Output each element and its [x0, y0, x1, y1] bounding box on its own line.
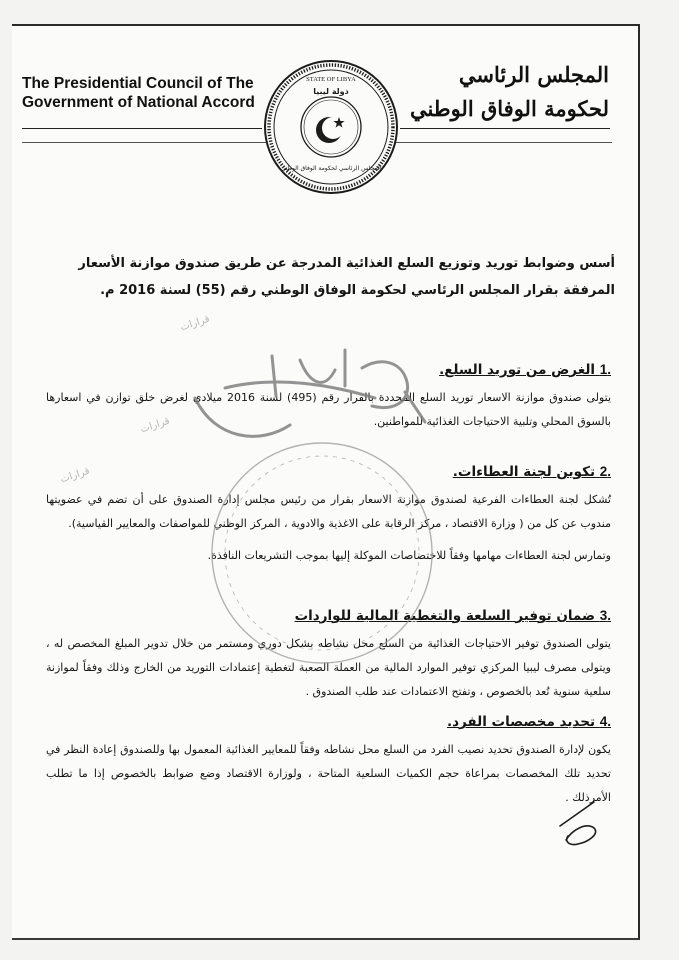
english-title-line1: The Presidential Council of The — [22, 75, 254, 92]
watermark-text-2: قرارات — [139, 415, 172, 436]
section-2-paragraph-1: تُشكل لجنة العطاءات الفرعية لصندوق موازنة الاسعار بقرار من رئيس مجلس إدارة الصندوق على أن تضم في عضويتها مندوب عن كل من ( وزارة الاقتصاد ، مركز الرقابة على الاغذية والادوية ، المركز الوطني للمواصفات والمعايير القياسية). — [46, 493, 611, 530]
section-1-heading: .1 الغرض من توريد السلع. — [439, 362, 611, 378]
seal-text-ring: المجلس الرئاسي لحكومة الوفاق الوطني — [280, 165, 382, 172]
arabic-title-line1: المجلس الرئاسي — [458, 62, 609, 87]
section-2-heading: .2 تكوين لجنة العطاءات. — [452, 464, 611, 480]
section-3-paragraph: يتولى الصندوق توفير الاحتياجات الغذائية من السلع محل نشاطه بشكل دوري ومستمر من خلال تدوير المبلغ المخصص له ، ويتولى مصرف ليبيا المركزي توفير الموارد المالية من العملة الصعبة لتغطية إعتمادات التوريد من الخارج وذلك وفقاً لموازنة سلعية سنوية تُعد بالخصوص ، وتفتح الاعتمادات عند طلب الصندوق . — [46, 637, 611, 698]
seal-text-top: STATE OF LIBYA — [306, 76, 356, 83]
header-rule-right — [400, 128, 610, 129]
section-2 — [46, 462, 611, 568]
section-4 — [46, 712, 611, 810]
document-title: أسس وضوابط توريد وتوزيع السلع الغذائية المدرجة عن طريق صندوق موازنة الأسعار المرفقة بقرار المجلس الرئاسي لحكومة الوفاق الوطني رقم (55) لسنة 2016 م. — [78, 256, 615, 298]
english-title-line2: Government of National Accord — [22, 94, 255, 111]
watermark-text-1: قرارات — [179, 313, 212, 334]
english-header — [22, 74, 262, 112]
section-1-paragraph: يتولى صندوق موازنة الاسعار توريد السلع المحددة بالقرار رقم (495) لسنة 2016 ميلادي لغرض خلق توازن في اسعارها بالسوق المحلي وتلبية الاحتياجات الغذائية للمواطنين. — [46, 391, 612, 428]
section-2-paragraph-2: وتمارس لجنة العطاءات مهامها وفقاً للاختصاصات الموكلة إليها بموجب التشريعات النافذة. — [207, 549, 611, 562]
section-3-heading: .3 ضمان توفير السلعة والتغطية المالية للواردات — [294, 608, 611, 624]
header-rule-left — [22, 128, 262, 129]
government-seal — [262, 58, 400, 196]
watermark-text-3: قرارات — [59, 465, 92, 486]
section-4-heading: .4 تحديد مخصصات الفرد. — [446, 714, 611, 730]
arabic-header — [379, 58, 609, 126]
seal-text-arabic: دولة ليبيا — [313, 87, 349, 96]
section-1 — [46, 360, 611, 434]
section-3 — [46, 606, 611, 704]
section-4-paragraph: يكون لإدارة الصندوق تحديد نصيب الفرد من السلع محل نشاطه وفقاً للمعايير الغذائية المعمول بها وللصندوق إعادة النظر في تحديد تلك المخصصات بمراعاة حجم الكميات السلعية المتاحة ، ولوزارة الاقتصاد وضع ضوابط بالخصوص إذا ما تطلب الأمرذلك . — [46, 743, 611, 804]
arabic-title-line2: لحكومة الوفاق الوطني — [410, 96, 609, 121]
